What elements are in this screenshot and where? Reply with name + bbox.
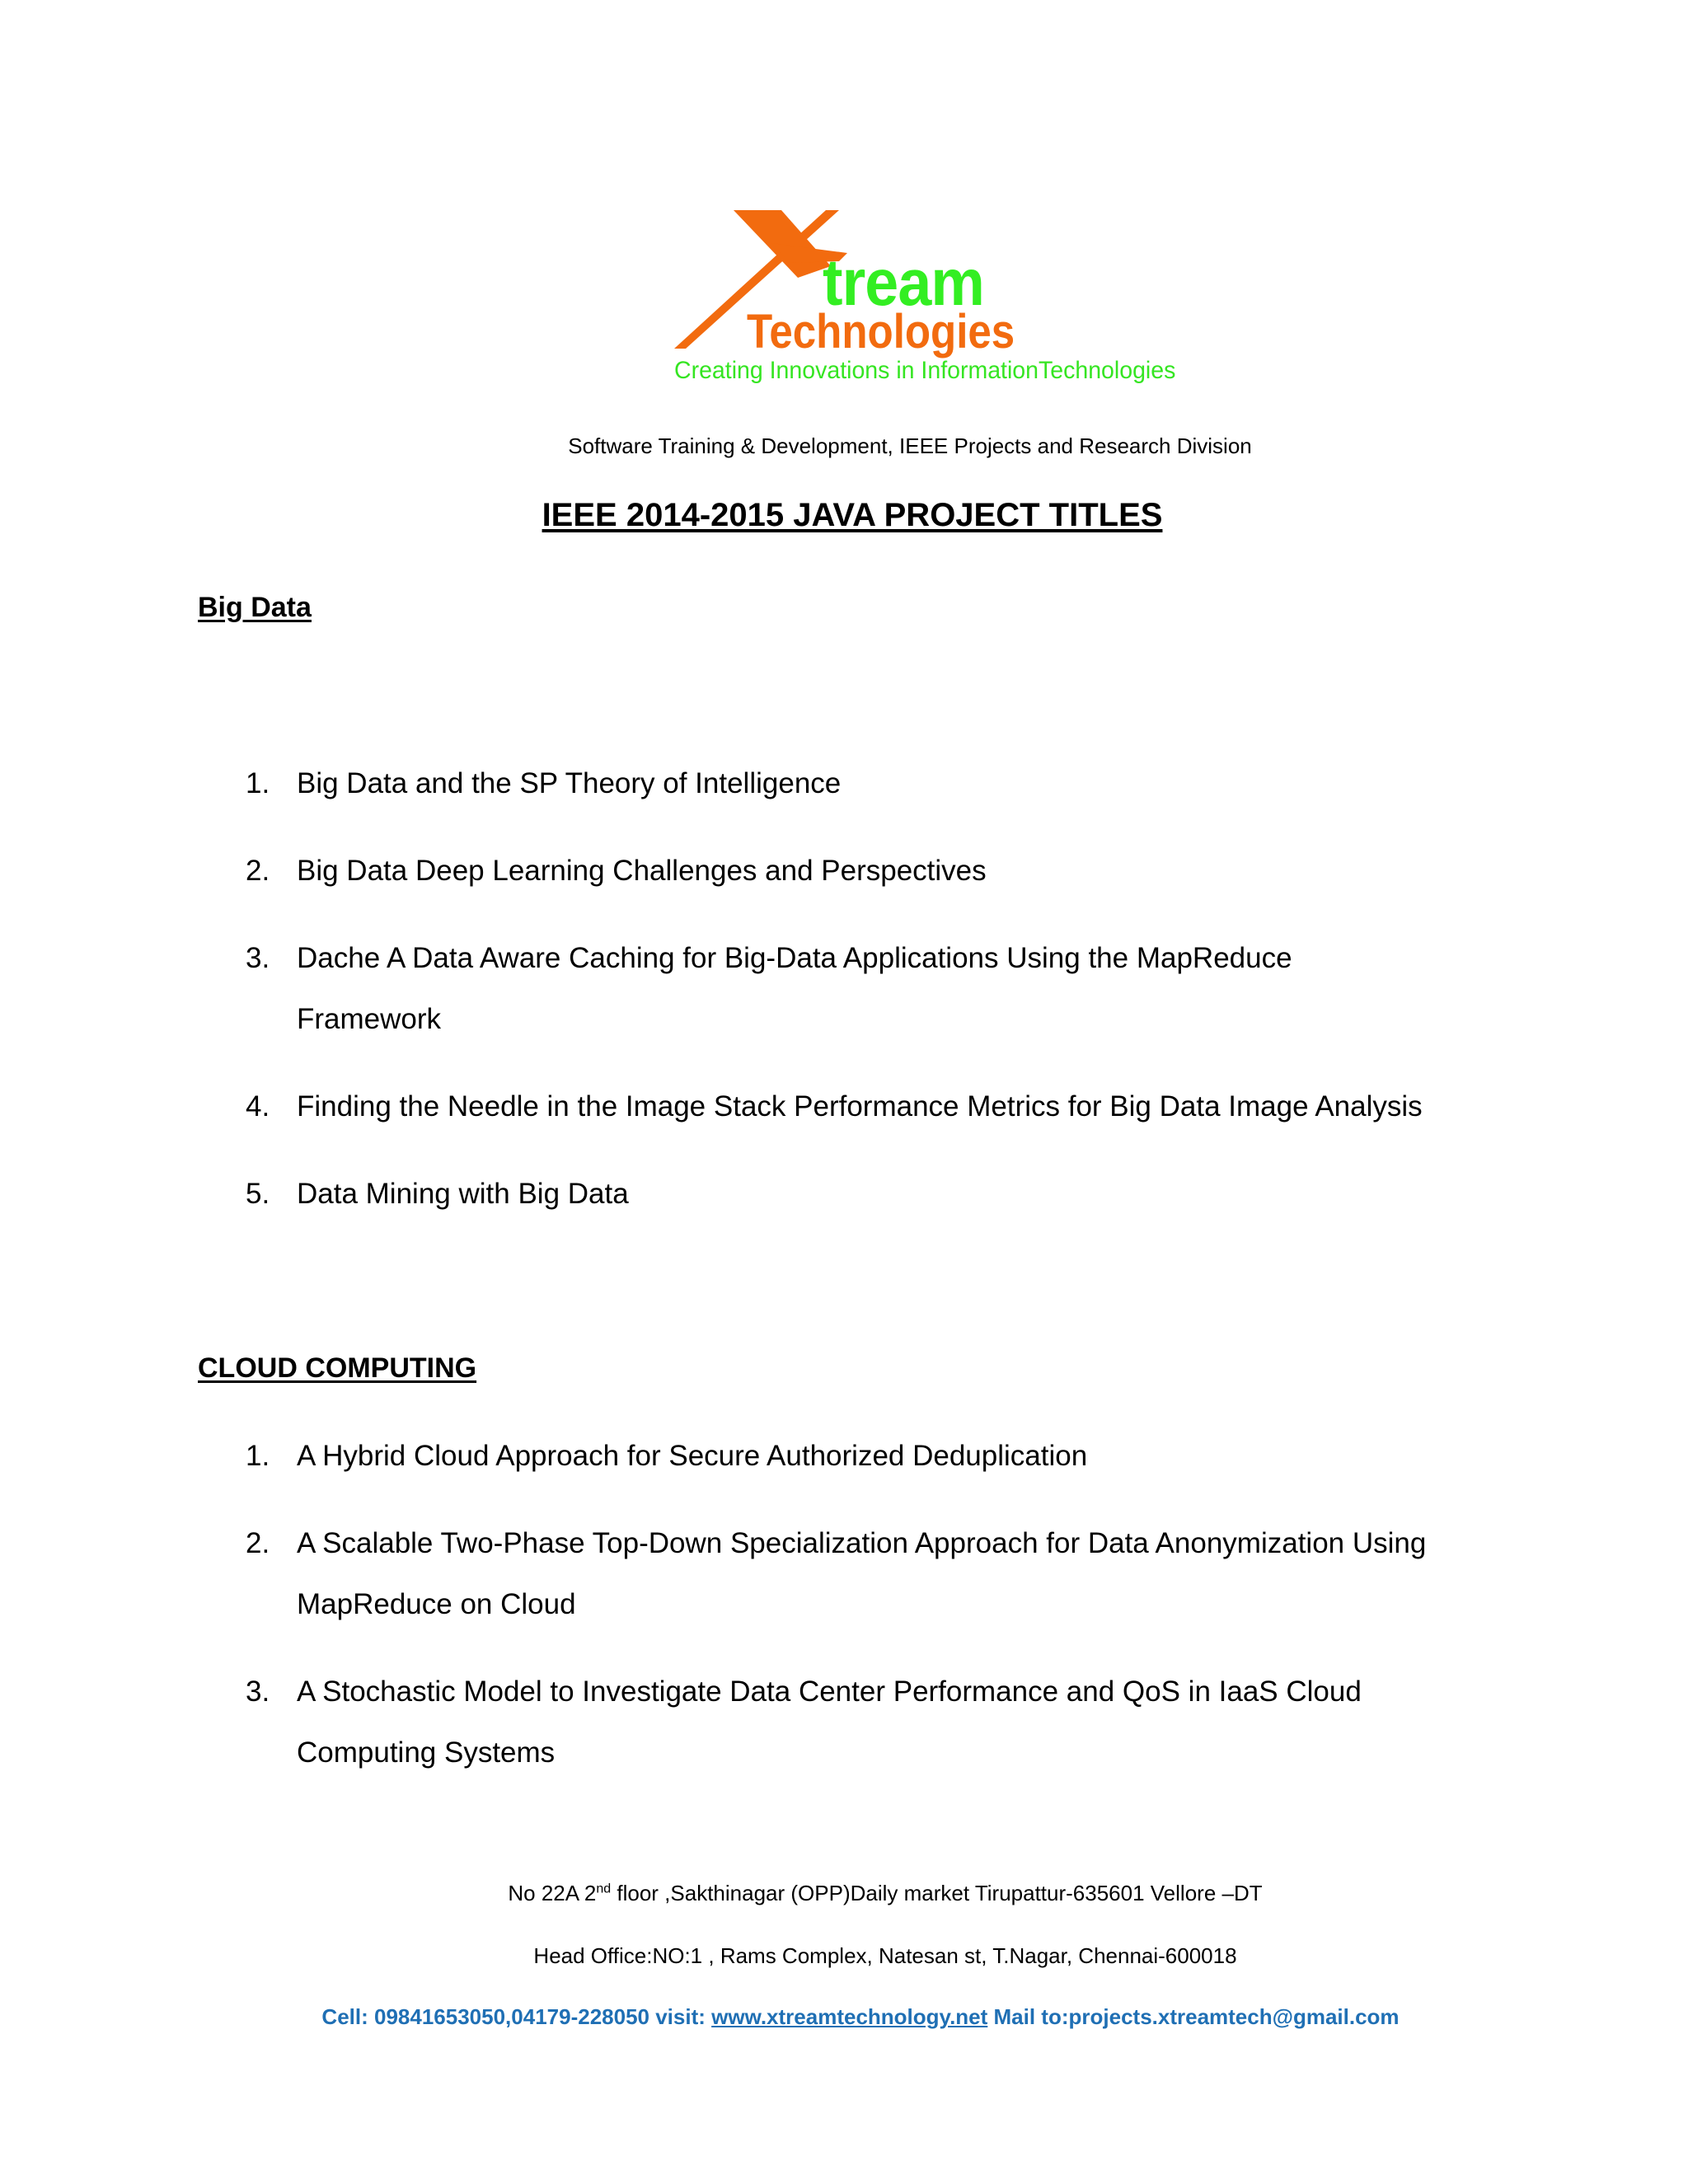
list-item [246, 1513, 1531, 1635]
page-title: IEEE 2014-2015 JAVA PROJECT TITLES [542, 497, 1163, 533]
division-subtitle: Software Training & Development, IEEE Projects and Research Division [568, 434, 1252, 458]
list-item-text: A Hybrid Cloud Approach for Secure Authorized Deduplication [297, 1440, 1088, 1472]
list-item-text: A Stochastic Model to Investigate Data Center Performance and QoS in IaaS Cloud Computing Systems [297, 1675, 1362, 1769]
list-item-number: 2. [246, 1527, 270, 1559]
list-item-number: 3. [246, 942, 270, 974]
section-heading-big-data: Big Data [198, 592, 312, 623]
list-item-text: Finding the Needle in the Image Stack Performance Metrics for Big Data Image Analysis [297, 1090, 1423, 1122]
list-item [246, 1426, 1498, 1487]
list-item [246, 1661, 1465, 1783]
list-item [246, 1076, 1531, 1137]
list-item [246, 1164, 1498, 1225]
footer-address-part: floor ,Sakthinagar (OPP)Daily market Tirupattur-635601 Vellore –DT [611, 1881, 1263, 1905]
list-item-number: 3. [246, 1675, 270, 1708]
footer-contact-mail: Mail to:projects.xtreamtech@gmail.com [987, 2004, 1400, 2029]
footer-contact-phone: Cell: 09841653050,04179-228050 visit: [321, 2004, 712, 2029]
footer-address-part: No 22A 2 [508, 1881, 597, 1905]
list-item-number: 1. [246, 767, 270, 799]
footer-address-superscript: nd [596, 1882, 612, 1896]
section-heading-cloud-computing: CLOUD COMPUTING [198, 1352, 477, 1384]
list-item-number: 5. [246, 1178, 270, 1210]
list-item-number: 1. [246, 1440, 270, 1472]
list-item [246, 753, 1498, 814]
list-item-text: Dache A Data Aware Caching for Big-Data Applications Using the MapReduce Framework [297, 942, 1292, 1035]
list-item [246, 841, 1498, 902]
website-link[interactable]: www.xtreamtechnology.net [711, 2004, 988, 2029]
logo-tagline: Creating Innovations in InformationTechnologies [674, 357, 1176, 384]
footer-contact [0, 2003, 1688, 2031]
list-item-text: A Scalable Two-Phase Top-Down Specialization Approach for Data Anonymization Using MapReduce on Cloud [297, 1527, 1427, 1620]
list-item-text: Big Data Deep Learning Challenges and Perspectives [297, 855, 987, 887]
list-item-number: 4. [246, 1090, 270, 1122]
company-logo [674, 210, 1202, 391]
list-item-text: Big Data and the SP Theory of Intelligence [297, 767, 842, 799]
footer-head-office: Head Office:NO:1 , Rams Complex, Natesan st, T.Nagar, Chennai-600018 [533, 1943, 1237, 1968]
logo-technologies-text: Technologies [747, 305, 1015, 359]
list-item [246, 928, 1383, 1050]
list-item-number: 2. [246, 855, 270, 887]
footer-address [0, 1879, 1688, 1907]
list-item-text: Data Mining with Big Data [297, 1178, 629, 1210]
logo-brand-text: tream [823, 246, 984, 319]
